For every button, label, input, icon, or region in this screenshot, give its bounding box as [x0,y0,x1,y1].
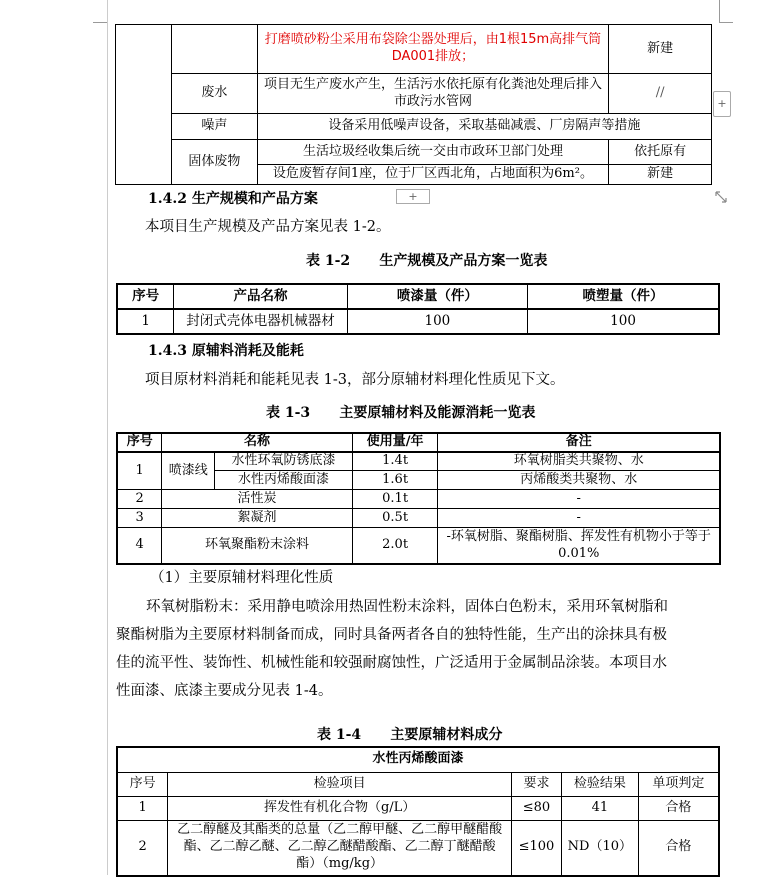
table-cell: 水性环氧防锈底漆 [215,452,352,471]
physchem-line-3: 佳的流平性、装饰性、机械性能和较强耐腐蚀性，广泛适用于金属制品涂装。本项目水 [116,655,667,671]
table-title-row [117,747,719,772]
table-cell: 2 [117,820,168,876]
table-cell: - [438,509,720,528]
table-cell [171,25,257,74]
physchem-line-2: 聚酯树脂为主要原材料制备而成，同时具备两者各自的独特性能，生产出的涂抹具有极 [116,627,667,643]
table-cell: 挥发性有机化合物（g/L） [168,796,512,820]
table-cell: 絮凝剂 [162,509,352,528]
table-cell: - [438,490,720,509]
table-row [116,140,712,165]
table-header-row [117,772,719,796]
paragraph-143: 项目原材料消耗和能耗见表 1-3，部分原辅材料理化性质见下文。 [145,372,565,388]
table-cell: 丙烯酸类共聚物、水 [438,471,720,490]
table-cell: 乙二醇醚及其酯类的总量（乙二醇甲醚、乙二醇甲醚醋酸酯、乙二醇乙醚、乙二醇乙醚醋酸酯、乙二醇丁醚醋酸酯）（mg/kg） [168,820,512,876]
table-cell: 100 [347,309,527,334]
table-header-cell: 检验结果 [561,772,638,796]
table-cell: 合格 [638,820,719,876]
table-cell: 打磨喷砂粉尘采用布袋除尘器处理后，由1根15m高排气筒DA001排放； [257,25,608,74]
table-cell: 1.6t [352,471,438,490]
paragraph-142: 本项目生产规模及产品方案见表 1-2。 [145,219,391,235]
table-row [116,114,712,140]
table-row [117,528,720,564]
table-cell: 水性丙烯酸面漆 [215,471,352,490]
table-cell: 噪声 [171,114,257,140]
table-cell: 0.5t [352,509,438,528]
table-cell: 新建 [609,165,712,185]
table-cell: 0.1t [352,490,438,509]
table-header-row [117,433,720,452]
table-cell: 2 [117,490,162,509]
table-cell: 废水 [171,74,257,114]
physchem-line-1: 环氧树脂粉末：采用静电喷涂用热固性粉末涂料，固体白色粉末，采用环氧树脂和 [146,599,668,615]
table-cell: 新建 [609,25,712,74]
table-cell: 1 [117,796,168,820]
table-1-2 [116,283,720,335]
table-header-cell: 喷塑量（件） [528,284,719,309]
resize-icon [713,189,729,205]
table-cell: 设备采用低噪声设备，采取基础减震、厂房隔声等措施 [257,114,711,140]
table-caption-1-3: 表 1-3 主要原辅材料及能源消耗一览表 [266,405,536,421]
table-header-row [117,284,719,309]
table-cell: 生活垃圾经收集后统一交由市政环卫部门处理 [257,140,608,165]
table-1-4 [116,746,720,877]
table-cell: 项目无生产废水产生，生活污水依托原有化粪池处理后排入市政污水管网 [257,74,608,114]
table-header-cell: 要求 [511,772,561,796]
table-caption-1-2: 表 1-2 生产规模及产品方案一览表 [306,253,548,269]
table-cell: 2.0t [352,528,438,564]
table-cell: 活性炭 [162,490,352,509]
table-row [117,309,719,334]
table-row [117,509,720,528]
table-header-cell: 备注 [438,433,720,452]
table-row [116,25,712,74]
table-cell: ND（10） [561,820,638,876]
table-header-cell: 使用量/年 [352,433,438,452]
table-header-cell: 单项判定 [638,772,719,796]
table-header-cell: 产品名称 [174,284,347,309]
section-heading-143: 1.4.3 原辅料消耗及能耗 [148,343,304,359]
crop-mark-right [719,22,733,23]
table-cell: // [609,74,712,114]
table-row [116,74,712,114]
table-cell: 封闭式壳体电器机械器材 [174,309,347,334]
table-row [117,490,720,509]
table-cell: ≤80 [511,796,561,820]
table-cell: 4 [117,528,162,564]
table-cell: 环氧树脂类共聚物、水 [438,452,720,471]
table-cell: 1 [117,452,162,490]
table-cell: 3 [117,509,162,528]
table-cell: 固体废物 [171,140,257,185]
table-header-cell: 名称 [162,433,352,452]
table-cell: 喷漆线 [162,452,215,490]
table-title-cell: 水性丙烯酸面漆 [117,747,719,772]
table-header-cell: 喷漆量（件） [347,284,527,309]
table-row [117,452,720,471]
table-header-cell: 检验项目 [168,772,512,796]
table-cell: 1 [117,309,174,334]
table-1-1-tail [115,24,712,185]
table-1-3 [116,432,721,565]
table-add-row-handle[interactable]: + [396,189,430,204]
section-heading-142: 1.4.2 生产规模和产品方案 [148,191,318,207]
table-cell: 41 [561,796,638,820]
table-cell: -环氧树脂、聚酯树脂、挥发性有机物小于等于 0.01% [438,528,720,564]
table-cell: 1.4t [352,452,438,471]
table-header-cell: 序号 [117,772,168,796]
table-cell: 100 [528,309,719,334]
table-header-cell: 序号 [117,284,174,309]
table-row [117,796,719,820]
table-cell: 依托原有 [609,140,712,165]
table-cell: 设危废暂存间1座，位于厂区西北角，占地面积为6m²。 [257,165,608,185]
table-add-column-handle[interactable]: + [713,91,731,117]
table-cell [116,25,172,185]
table-cell: ≤100 [511,820,561,876]
table-header-cell: 序号 [117,433,162,452]
physchem-subheading: （1）主要原辅材料理化性质 [150,570,334,586]
table-caption-1-4: 表 1-4 主要原辅材料成分 [317,727,503,743]
physchem-line-4: 性面漆、底漆主要成分见表 1-4。 [116,683,333,699]
table-cell: 环氧聚酯粉末涂料 [162,528,352,564]
page-margin-left [107,0,108,875]
crop-mark-left [93,22,107,23]
table-cell: 合格 [638,796,719,820]
table-row [117,820,719,876]
crop-mark-vert-right [719,0,720,22]
table-resize-icon[interactable] [713,189,729,205]
